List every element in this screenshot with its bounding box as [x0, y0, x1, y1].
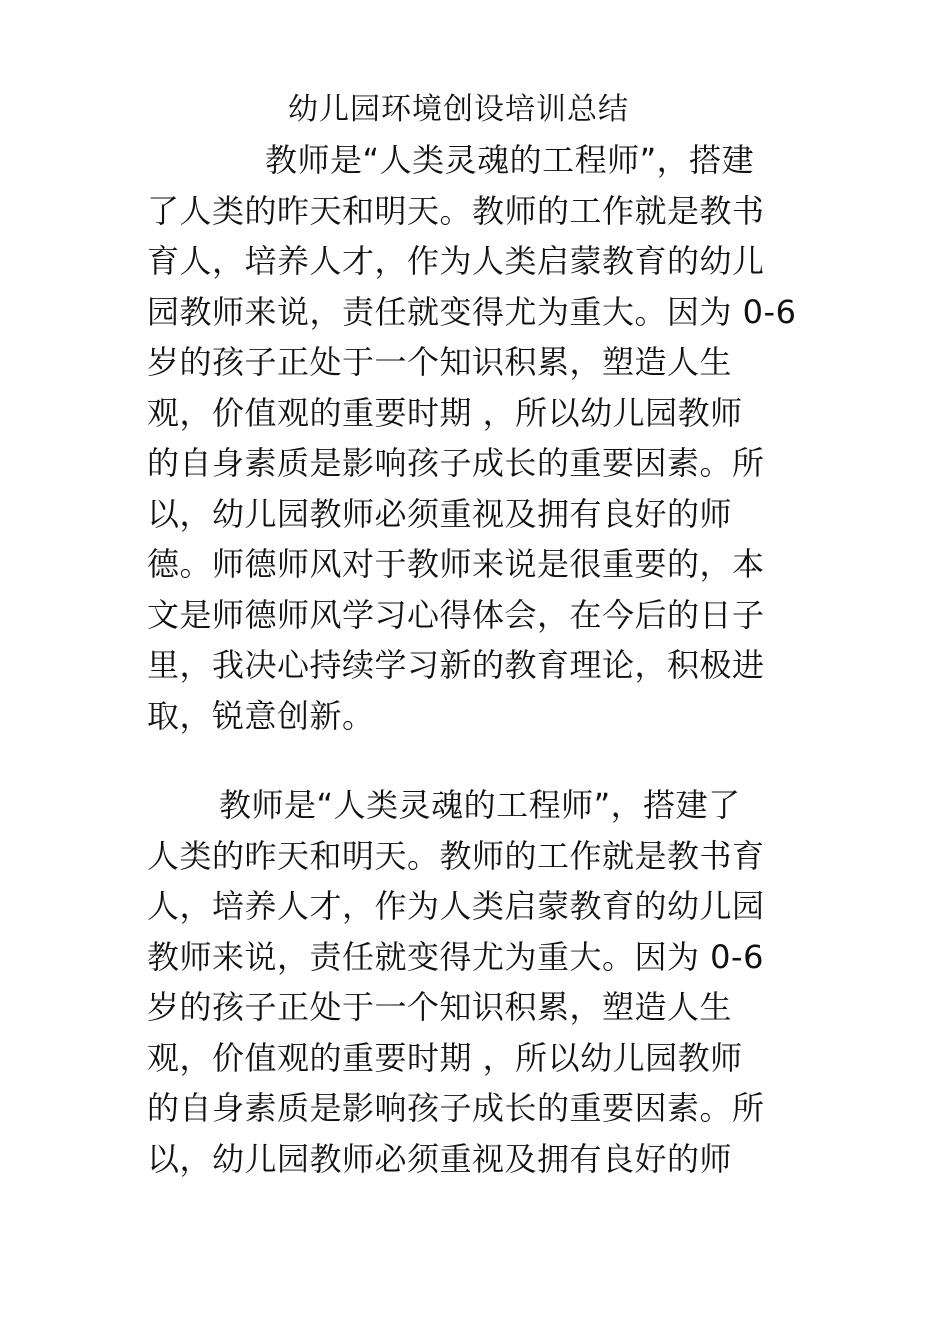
paragraph-line: 观，价值观的重要时期 ，所以幼儿园教师 — [147, 393, 743, 432]
paragraph-line: 人，培养人才，作为人类启蒙教育的幼儿园 — [147, 887, 765, 925]
paragraph-line: 园教师来说，责任就变得尤为重大。因为 0-6 — [147, 292, 797, 331]
paragraph-line: 了人类的昨天和明天。教师的工作就是教书 — [147, 191, 765, 230]
paragraph-line: 教师来说，责任就变得尤为重大。因为 0-6 — [147, 937, 764, 976]
paragraph-line: 里，我决心持续学习新的教育理论，积极进 — [147, 646, 765, 684]
paragraph-1 — [147, 135, 827, 741]
paragraph-line: 人类的昨天和明天。教师的工作就是教书育 — [147, 836, 765, 875]
paragraph-line: 以，幼儿园教师必须重视及拥有良好的师 — [147, 494, 733, 533]
paragraph-line: 德。师德师风对于教师来说是很重要的，本 — [147, 545, 765, 583]
document-title: 幼儿园环境创设培训总结 — [288, 92, 629, 127]
paragraph-line: 取，锐意创新。 — [147, 696, 375, 735]
paragraph-line: 教师是“人类灵魂的工程师”，搭建了 — [219, 786, 741, 824]
paragraph-line: 岁的孩子正处于一个知识积累，塑造人生 — [147, 343, 733, 381]
paragraph-line: 教师是“人类灵魂的工程师”，搭建 — [265, 141, 755, 179]
paragraph-line: 以，幼儿园教师必须重视及拥有良好的师 — [147, 1139, 733, 1178]
paragraph-line: 文是师德师风学习心得体会，在今后的日子 — [147, 595, 765, 634]
paragraph-line: 的自身素质是影响孩子成长的重要因素。所 — [147, 444, 765, 482]
paragraph-line: 育人，培养人才，作为人类启蒙教育的幼儿 — [147, 242, 765, 280]
paragraph-line: 的自身素质是影响孩子成长的重要因素。所 — [147, 1089, 765, 1127]
paragraph-line: 观，价值观的重要时期 ，所以幼儿园教师 — [147, 1038, 743, 1077]
paragraph-line: 岁的孩子正处于一个知识积累，塑造人生 — [147, 988, 733, 1026]
paragraph-2 — [147, 780, 827, 1184]
